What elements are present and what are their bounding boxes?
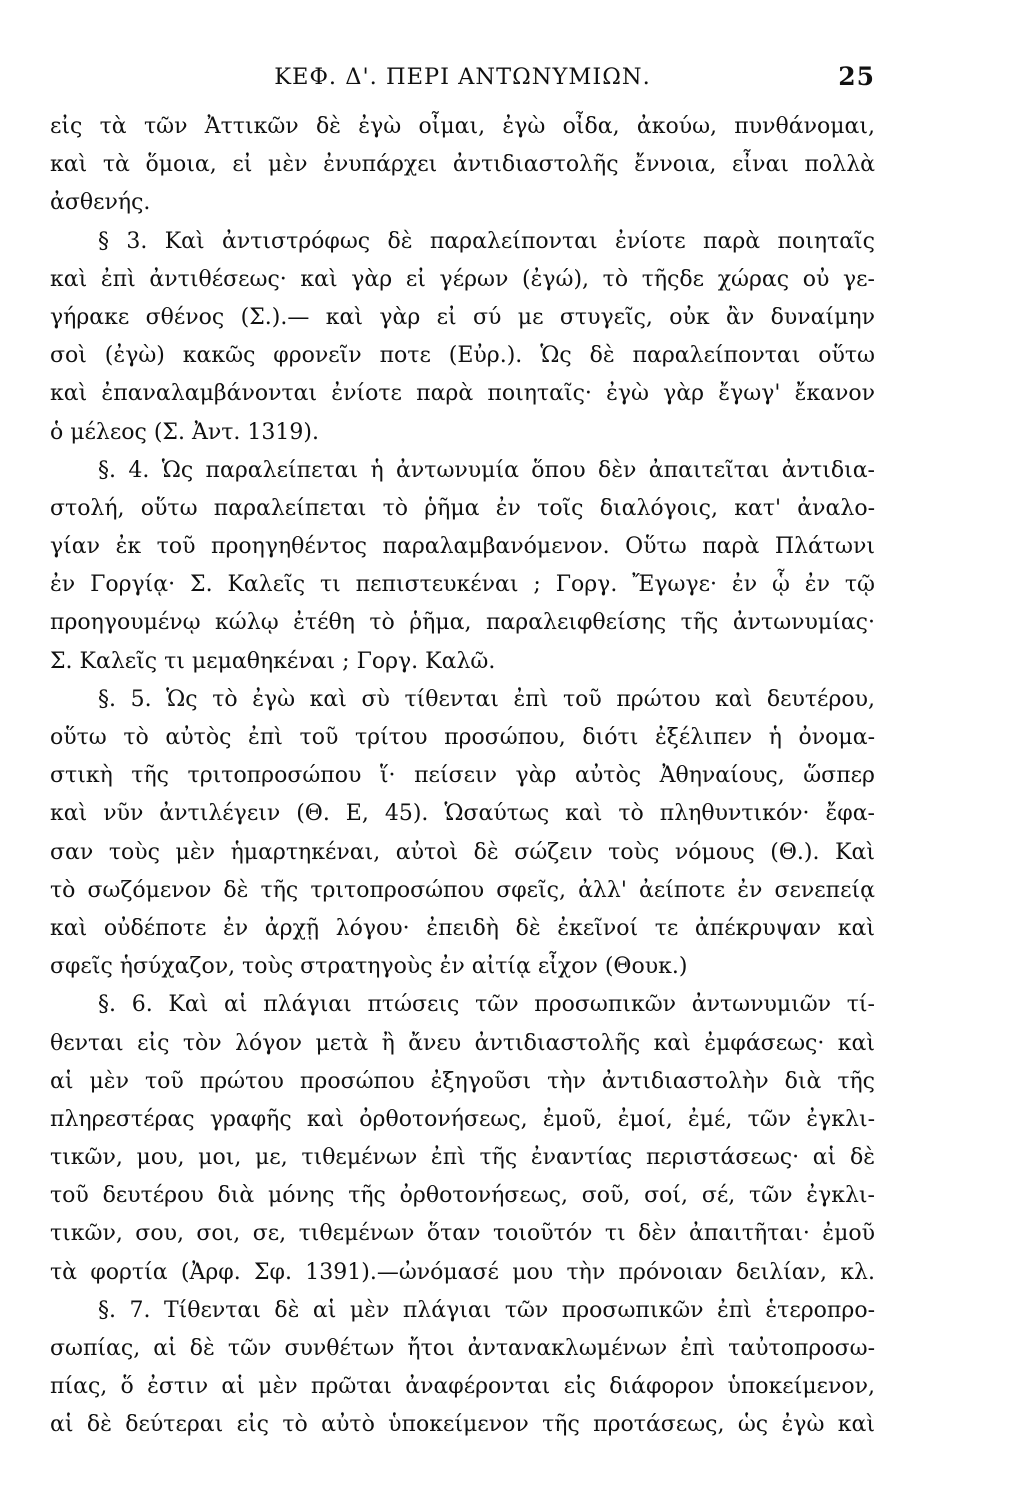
text-line: καὶ τὰ ὅμοια, εἰ μὲν ἐνυπάρχει ἀντιδιαστολῆς ἔννοια, εἶναι πολλὰ <box>50 152 875 178</box>
text-line: προηγουμένῳ κώλῳ ἐτέθη τὸ ῥῆμα, παραλειφθείσης τῆς ἀντωνυμίας· <box>50 610 875 636</box>
text-line: τὸ σωζόμενον δὲ τῆς τριτοπροσώπου σφεῖς, ἀλλ' ἀείποτε ἐν σενεπείᾳ <box>50 877 875 903</box>
text-line: γήρακε σθένος (Σ.).— καὶ γὰρ εἰ σύ με στυγεῖς, οὐκ ἂν δυναίμην <box>50 304 875 330</box>
text-line: πληρεστέρας γραφῆς καὶ ὀρθοτονήσεως, ἐμοῦ, ἐμοί, ἐμέ, τῶν ἐγκλι- <box>50 1106 875 1132</box>
text-line: τικῶν, σου, σοι, σε, τιθεμένων ὅταν τοιοῦτόν τι δὲν ἀπαιτῆται· ἐμοῦ <box>50 1221 875 1247</box>
text-line: Σ. Καλεῖς τι μεμαθηκέναι ; Γοργ. Καλῶ. <box>50 648 496 674</box>
text-line: σαν τοὺς μὲν ἡμαρτηκέναι, αὐτοὶ δὲ σώζειν τοὺς νόμους (Θ.). Καὶ <box>50 839 875 865</box>
text-line: σφεῖς ἡσύχαζον, τοὺς στρατηγοὺς ἐν αἰτίᾳ εἶχον (Θουκ.) <box>50 954 688 980</box>
text-line: §. 6. Καὶ αἱ πλάγιαι πτώσεις τῶν προσωπικῶν ἀντωνυμιῶν τί- <box>98 992 875 1018</box>
text-line: πίας, ὅ ἐστιν αἱ μὲν πρῶται ἀναφέρονται εἰς διάφορον ὑποκείμενον, <box>50 1374 875 1400</box>
text-line: σωπίας, αἱ δὲ τῶν συνθέτων ἤτοι ἀντανακλωμένων ἐπὶ ταὐτοπροσω- <box>50 1336 875 1361</box>
text-line: εἰς τὰ τῶν Ἀττικῶν δὲ ἐγὼ οἶμαι, ἐγὼ οἶδα, ἀκούω, πυνθάνομαι, <box>50 114 875 139</box>
text-line: ἐν Γοργίᾳ· Σ. Καλεῖς τι πεπιστευκέναι ; Γοργ. Ἔγωγε· ἐν ᾧ ἐν τῷ <box>50 572 875 598</box>
text-line: σοὶ (ἐγὼ) κακῶς φρονεῖν ποτε (Εὐρ.). Ὡς δὲ παραλείπονται οὕτω <box>50 343 875 369</box>
text-line: ὁ μέλεος (Σ. Ἀντ. 1319). <box>50 419 319 445</box>
body-text <box>50 108 875 1445</box>
text-line: §. 7. Τίθενται δὲ αἱ μὲν πλάγιαι τῶν προσωπικῶν ἐπὶ ἑτεροπρο- <box>98 1297 875 1323</box>
text-line: τικῶν, μου, μοι, με, τιθεμένων ἐπὶ τῆς ἐναντίας περιστάσεως· αἱ δὲ <box>50 1145 875 1171</box>
text-line: καὶ ἐπὶ ἀντιθέσεως· καὶ γὰρ εἰ γέρων (ἐγώ), τὸ τῆςδε χώρας οὐ γε- <box>50 266 875 292</box>
text-line: ἀσθενής. <box>50 190 151 216</box>
text-line: καὶ νῦν ἀντιλέγειν (Θ. Ε, 45). Ὡσαύτως καὶ τὸ πληθυντικόν· ἔφα- <box>50 801 875 827</box>
page-number: 25 <box>838 62 875 91</box>
chapter-title: ΚΕΦ. Δ'. ΠΕΡΙ ΑΝΤΩΝΥΜΙΩΝ. <box>274 64 651 90</box>
text-line: θενται εἰς τὸν λόγον μετὰ ἢ ἄνευ ἀντιδιαστολῆς καὶ ἐμφάσεως· καὶ <box>50 1030 875 1056</box>
text-line: στικὴ τῆς τριτοπροσώπου ἵ· πείσειν γὰρ αὐτὸς Ἀθηναίους, ὥσπερ <box>50 763 875 789</box>
text-line: §. 4. Ὡς παραλείπεται ἡ ἀντωνυμία ὅπου δὲν ἀπαιτεῖται ἀντιδια- <box>98 457 875 483</box>
book-page <box>50 58 875 1445</box>
text-line: αἱ δὲ δεύτεραι εἰς τὸ αὐτὸ ὑποκείμενον τῆς προτάσεως, ὡς ἐγὼ καὶ <box>50 1412 875 1438</box>
text-line: αἱ μὲν τοῦ πρώτου προσώπου ἐξηγοῦσι τὴν ἀντιδιαστολὴν διὰ τῆς <box>50 1068 875 1094</box>
text-line: § 3. Καὶ ἀντιστρόφως δὲ παραλείπονται ἐνίοτε παρὰ ποιηταῖς <box>98 228 875 254</box>
text-line: καὶ ἐπαναλαμβάνονται ἐνίοτε παρὰ ποιηταῖς· ἐγὼ γὰρ ἔγωγ' ἔκανον <box>50 381 875 407</box>
text-line: τοῦ δευτέρου διὰ μόνης τῆς ὀρθοτονήσεως, σοῦ, σοί, σέ, τῶν ἐγκλι- <box>50 1183 875 1209</box>
text-line: οὕτω τὸ αὐτὸς ἐπὶ τοῦ τρίτου προσώπου, διότι ἐξέλιπεν ἡ ὀνομα- <box>50 725 875 750</box>
text-line: γίαν ἐκ τοῦ προηγηθέντος παραλαμβανόμενον. Οὕτω παρὰ Πλάτωνι <box>50 534 875 560</box>
text-line: καὶ οὐδέποτε ἐν ἀρχῇ λόγου· ἐπειδὴ δὲ ἐκεῖνοί τε ἀπέκρυψαν καὶ <box>50 915 875 941</box>
text-line: τὰ φορτία (Ἀρφ. Σφ. 1391).—ὠνόμασέ μου τὴν πρόνοιαν δειλίαν, κλ. <box>50 1259 875 1285</box>
text-line: §. 5. Ὡς τὸ ἐγὼ καὶ σὺ τίθενται ἐπὶ τοῦ πρώτου καὶ δευτέρου, <box>98 686 875 712</box>
running-header <box>50 58 875 98</box>
text-line: στολή, οὕτω παραλείπεται τὸ ῥῆμα ἐν τοῖς διαλόγοις, κατ' ἀναλο- <box>50 495 875 521</box>
